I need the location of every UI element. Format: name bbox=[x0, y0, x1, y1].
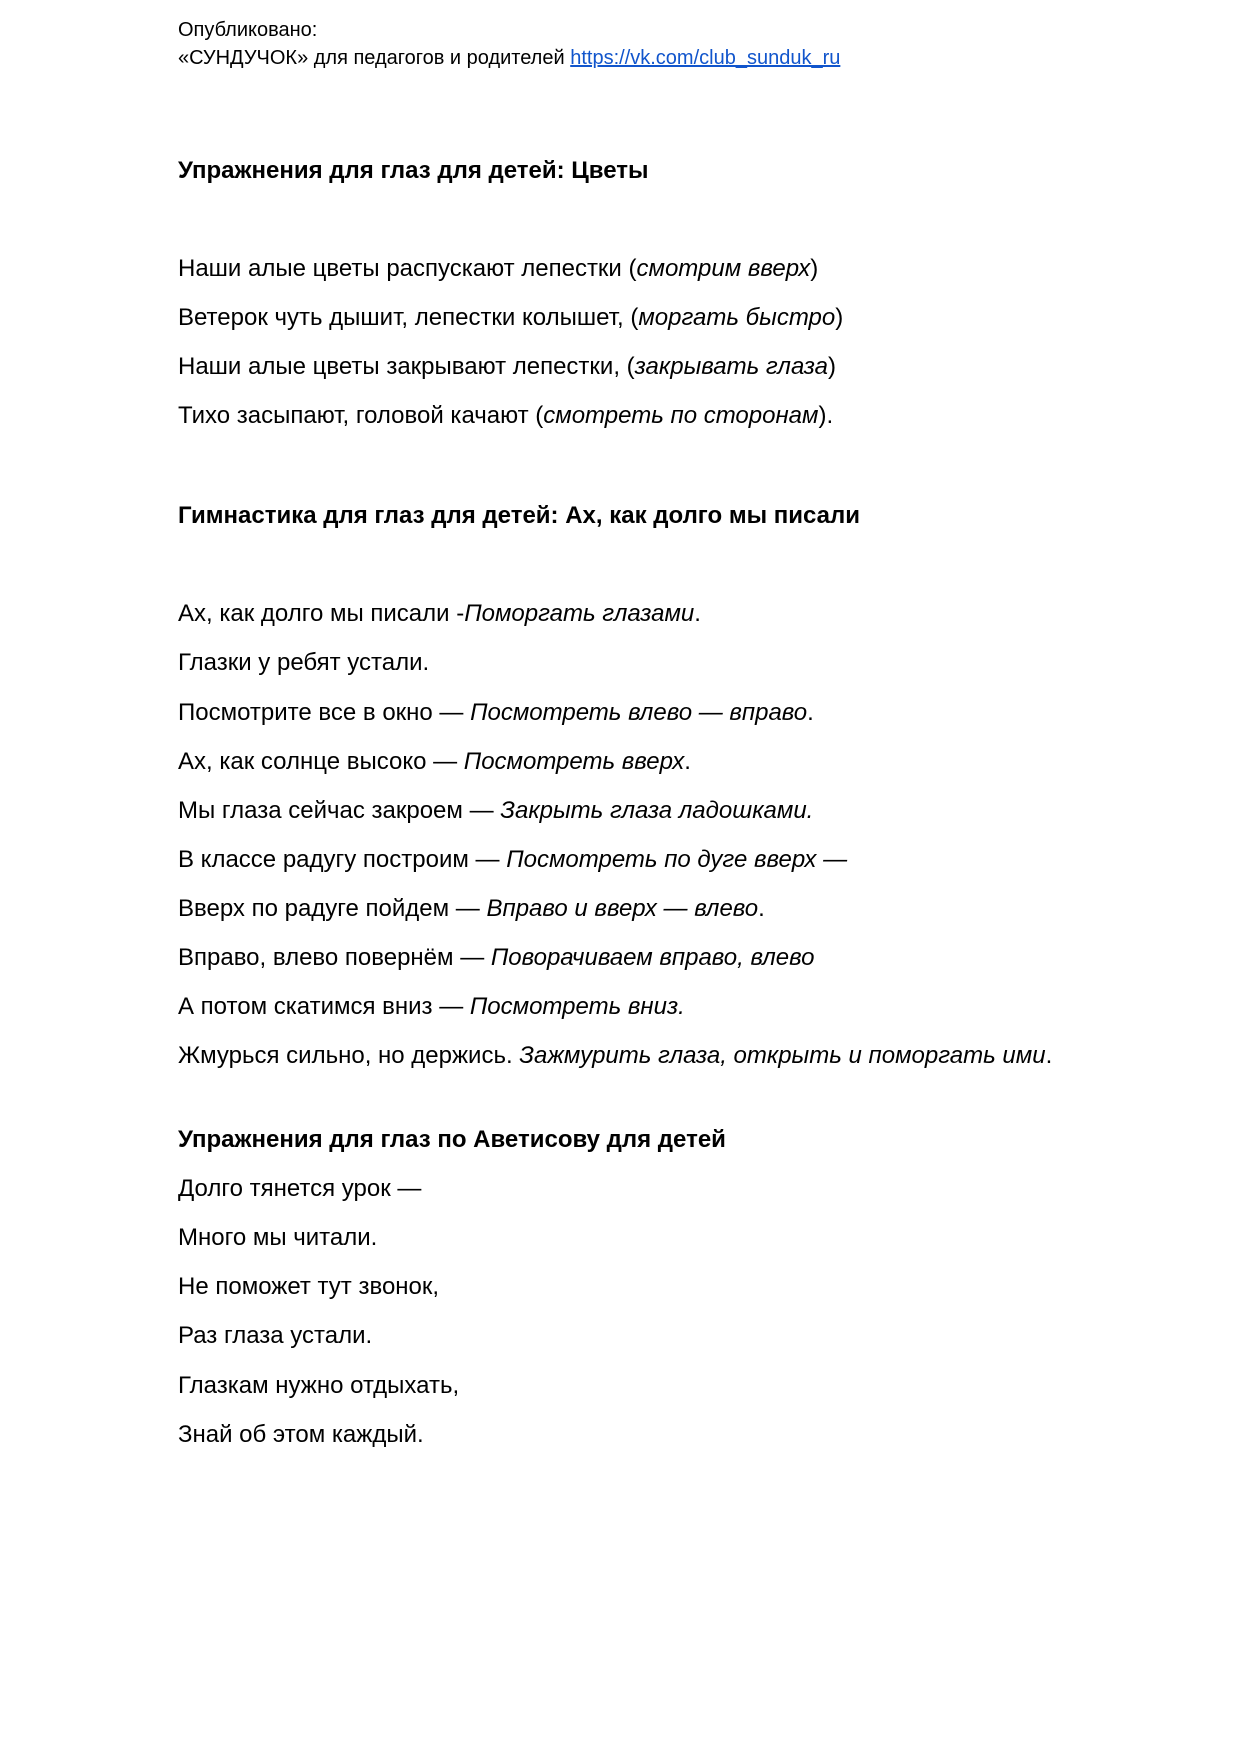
poem-line: Посмотрите все в окно — Посмотреть влево — вправо. bbox=[178, 699, 814, 726]
published-label: Опубликовано: bbox=[178, 19, 318, 41]
poem-line: Глазкам нужно отдыхать, bbox=[178, 1372, 460, 1399]
poem-line: Знай об этом каждый. bbox=[178, 1421, 424, 1448]
poem-line: Раз глаза устали. bbox=[178, 1322, 373, 1349]
source-text: «СУНДУЧОК» для педагогов и родителей bbox=[178, 47, 565, 69]
poem-line: Глазки у ребят устали. bbox=[178, 649, 430, 676]
poem-line: Вверх по радуге пойдем — Вправо и вверх — влево. bbox=[178, 895, 765, 922]
instruction-note: Посмотреть вниз. bbox=[469, 993, 685, 1020]
poem-line: Не поможет тут звонок, bbox=[178, 1273, 440, 1300]
publication-header bbox=[178, 16, 840, 72]
poem-line: Много мы читали. bbox=[178, 1224, 378, 1251]
instruction-note: Вправо и вверх — влево bbox=[486, 895, 759, 922]
poem-line: Ветерок чуть дышит, лепестки колышет, (моргать быстро) bbox=[178, 304, 844, 331]
poem-line: Жмурься сильно, но держись. Зажмурить глаза, открыть и поморгать ими. bbox=[178, 1042, 1053, 1069]
instruction-note: моргать быстро bbox=[638, 304, 836, 331]
poem-line: Тихо засыпают, головой качают (смотреть по сторонам). bbox=[178, 402, 834, 429]
instruction-note: Закрыть глаза ладошками. bbox=[500, 797, 814, 824]
instruction-note: смотрим вверх bbox=[636, 255, 811, 282]
instruction-note: Посмотреть влево — вправо bbox=[470, 699, 808, 726]
poem-line: А потом скатимся вниз — Посмотреть вниз. bbox=[178, 993, 685, 1020]
source-line bbox=[178, 44, 840, 72]
instruction-note: Поморгать глазами bbox=[464, 600, 695, 627]
vk-link[interactable]: https://vk.com/club_sunduk_ru bbox=[570, 47, 841, 69]
instruction-note: закрывать глаза bbox=[634, 353, 829, 380]
instruction-note: Поворачиваем вправо, влево bbox=[490, 944, 815, 971]
section2-title: Гимнастика для глаз для детей: Ах, как долго мы писали bbox=[178, 502, 860, 529]
poem-line: Ах, как долго мы писали -Поморгать глазами. bbox=[178, 600, 701, 627]
instruction-note: Посмотреть по дуге вверх — bbox=[506, 846, 848, 873]
poem-line: Наши алые цветы распускают лепестки (смотрим вверх) bbox=[178, 255, 819, 282]
section3-title: Упражнения для глаз по Аветисову для детей bbox=[178, 1126, 726, 1153]
instruction-note: Посмотреть вверх bbox=[463, 748, 685, 775]
instruction-note: Зажмурить глаза, открыть и поморгать ими bbox=[519, 1042, 1046, 1069]
section1-title: Упражнения для глаз для детей: Цветы bbox=[178, 157, 649, 184]
poem-line: Ах, как солнце высоко — Посмотреть вверх. bbox=[178, 748, 691, 775]
poem-line: Мы глаза сейчас закроем — Закрыть глаза ладошками. bbox=[178, 797, 814, 824]
poem-line: Вправо, влево повернём — Поворачиваем вправо, влево bbox=[178, 944, 815, 971]
document-page bbox=[178, 0, 1138, 1754]
instruction-note: смотреть по сторонам bbox=[543, 402, 819, 429]
poem-line: Наши алые цветы закрывают лепестки, (закрывать глаза) bbox=[178, 353, 837, 380]
poem-line: Долго тянется урок — bbox=[178, 1175, 422, 1202]
poem-line: В классе радугу построим — Посмотреть по дуге вверх — bbox=[178, 846, 848, 873]
